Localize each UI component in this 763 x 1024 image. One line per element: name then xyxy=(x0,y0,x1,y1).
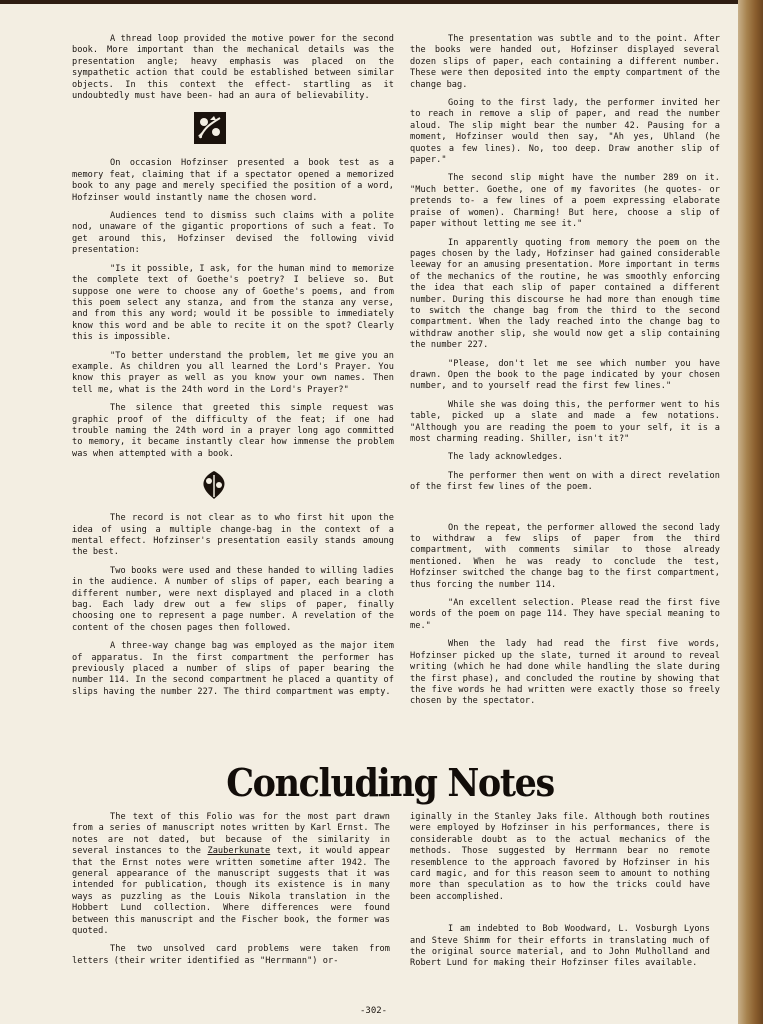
paragraph: The lady acknowledges. xyxy=(448,452,563,463)
left-column xyxy=(72,34,394,705)
paragraph: In apparently quoting from memory the poem on the pages chosen by the lady, Hofzinser had gained considerable leeway for an amusing presentation. More important in terms of the mechanics of the routine, he was smoothly enforcing the idea that each slip of paper contained a different number. During this discourse he had more than enough time to switch the change bag from the third to the second compartment. When the lady reached into the change bag to withdraw another slip, she would now get a slip containing the number 227. xyxy=(410,237,720,351)
paragraph: The two unsolved card problems were taken from letters (their writer identified as "Herrmann") or- xyxy=(72,944,390,966)
floral-ornament-icon xyxy=(196,467,232,503)
paragraph: Going to the first lady, the performer invited her to reach in remove a slip of paper, and read the number aloud. The slip might bear the number 42. Pausing for a moment, Hofzinser would then say, "Ah yes, Uhland (he quotes a few lines). No, too deep. Draw another slip of paper." xyxy=(410,98,720,166)
paragraph: "An excellent selection. Please read the first five words of the poem on page 114. They have special meaning to me." xyxy=(410,598,720,631)
section-title: Concluding Notes xyxy=(226,760,554,805)
notes-right-column xyxy=(410,812,710,977)
paragraph: "To better understand the problem, let me give you an example. As children you all learned the Lord's Prayer. You know this prayer as well as you know your own names. Then tell me, what is the 24th word in the Lord's Prayer?" xyxy=(72,350,394,395)
paragraph: On the repeat, the performer allowed the second lady to withdraw a few slips of paper from the third compartment, with comments similar to those already mentioned. When he was ready to conclude the test, Hofzinser switched the change bag to the first compartment, thus forcing the number 114. xyxy=(410,522,720,590)
book-title-underlined: Zauberkunate xyxy=(207,846,271,857)
spacer xyxy=(410,910,710,924)
paragraph: A thread loop provided the motive power for the second book. More important than the mechanical details was the presentation angle; heavy emphasis was placed on the sympathetic action that could be established between similar objects. In this context the effect- startling as it undoubtedly must have been- had an aura of believability. xyxy=(72,34,394,102)
text-run: The text of this Folio was for the most part drawn from a series of manuscript notes written by Karl Ernst. The notes are not dated, but because of the similarity in several instances to the xyxy=(72,812,390,857)
paragraph: A three-way change bag was employed as the major item of apparatus. In the first compartment the performer has previously placed a number of slips of paper bearing the number 114. In the second compartment he placed a quantity of slips having the number 227. The third compartment was empty. xyxy=(72,641,394,697)
book-binding xyxy=(738,0,763,1024)
page-number: -302- xyxy=(360,1006,388,1016)
paragraph xyxy=(72,812,390,937)
paragraph: I am indebted to Bob Woodward, L. Vosburgh Lyons and Steve Shimm for their efforts in translating much of the original source material, and to John Mulholland and Robert Lund for making their Hofzinser files available. xyxy=(410,924,710,969)
paragraph: iginally in the Stanley Jaks file. Although both routines were employed by Hofzinser in his performances, there is considerable doubt as to the actual mechanics of the methods. Those suggested by Herrmann bear no remote resemblence to the approach favored by Hofzinser in his card magic, and for this reason seem to amount to nothing more than speculation as to how the tricks could have been accomplished. xyxy=(410,812,710,902)
book-page xyxy=(0,4,738,1024)
floral-ornament-icon xyxy=(192,110,228,146)
paragraph: While she was doing this, the performer went to his table, picked up a slate and made a few notations. "Although you are reading the poem to your self, it is a most charming reading. Shiller, isn't it?" xyxy=(410,399,720,444)
paragraph: Two books were used and these handed to willing ladies in the audience. A number of slips of paper, each bearing a different number, were next displayed and placed in a cloth bag. Each lady drew out a few slips of paper, finally choosing one to represent a page number. A revelation of the content of the chosen pages then followed. xyxy=(72,565,394,633)
paragraph: On occasion Hofzinser presented a book test as a memory feat, claiming that if a spectator opened a memorized book to any page and merely specified the position of a word, Hofzinser would instantly name the chosen word. xyxy=(72,158,394,203)
paragraph: The performer then went on with a direct revelation of the first few lines of the poem. xyxy=(410,470,720,493)
paragraph: The second slip might have the number 289 on it. "Much better. Goethe, one of my favorites (he quotes- or pretends to- a few lines of a poem expressing elaborate praise of women). Charming! But here, choose a slip of paper without letting me see it." xyxy=(410,173,720,230)
notes-left-column xyxy=(72,812,390,974)
paragraph: "Is it possible, I ask, for the human mind to memorize the complete text of Goethe's poetry? I believe so. But suppose one were to choose any of Goethe's poems, and from this poem select any stanza, and from the stanza any verse, and from this any word; would it be possible to immediately know this word and be able to recite it on the spot? Clearly this is impossible. xyxy=(72,263,394,343)
right-column xyxy=(410,34,720,715)
paragraph: Audiences tend to dismiss such claims with a polite nod, unaware of the gigantic proportions of such a feat. To get around this, Hofzinser devised the following vivid presentation: xyxy=(72,211,394,256)
paragraph: "Please, don't let me see which number you have drawn. Open the book to the page indicated by your chosen number, and to yourself read the first few lines." xyxy=(410,358,720,392)
paragraph: The record is not clear as to who first hit upon the idea of using a multiple change-bag in the context of a mental effect. Hofzinser's presentation easily stands amoung the best. xyxy=(72,513,394,558)
paragraph: The silence that greeted this simple request was graphic proof of the difficulty of the feat; if one had trouble naming the 24th word in a prayer long ago committed to memory, it became instantly clear how immense the problem was when attempted with a book. xyxy=(72,403,394,459)
spacer xyxy=(410,501,720,523)
paragraph: The presentation was subtle and to the point. After the books were handed out, Hofzinser displayed several dozen slips of paper, each containing a different number. These were then deposited into the empty compartment of the change bag. xyxy=(410,34,720,90)
text-run: text, it would appear that the Ernst notes were written sometime after 1942. The general appearance of the manuscript suggests that it was intended for publication, though its existence is in many ways as puzzling as the Louis Nikola translation in the Hobbert Lund collection. Where differences were found between this manuscript and the Fischer book, the former was quoted. xyxy=(72,846,390,937)
paragraph: When the lady had read the first five words, Hofzinser picked up the slate, turned it around to reveal writing (which he had done while handling the slate during the first phase), and concluded the routine by showing that the five words he had written were exactly those so freely chosen by the spectator. xyxy=(410,639,720,707)
